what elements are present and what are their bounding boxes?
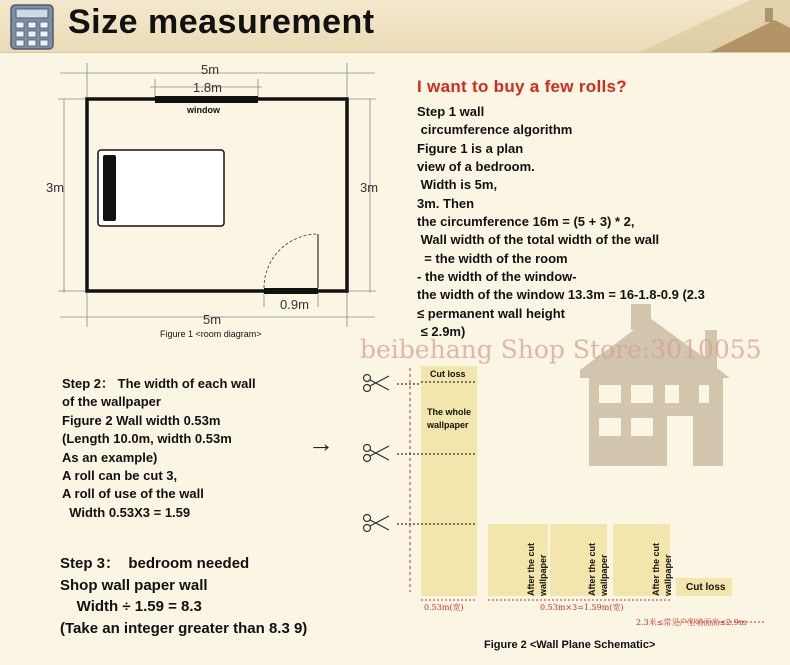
step3-line: Width ÷ 1.59 = 8.3 [60,598,202,615]
plan-bottom-width: 5m [203,312,222,327]
whole-wallpaper-label-1: The whole [427,407,472,417]
whole-roll [421,366,477,596]
step1-line: Width is 5m, [417,177,498,193]
calculator-icon [10,4,54,50]
total-width-label: 0.53m×3=1.59m(宽) [540,603,624,612]
scissors-icon [364,515,390,532]
step1-line: the circumference 16m = (5 + 3) * 2, [417,214,635,230]
step3-line: Shop wall paper wall [60,576,208,594]
room-plan-diagram [0,55,400,345]
cut-loss-right-label: Cut loss [686,582,726,593]
step2-line: As an example) [62,449,158,465]
step1-line: Step 1 wall [417,104,485,119]
roof-decoration [600,0,790,52]
step1-line: ≤ permanent wall height [417,305,565,321]
step2-line: Figure 2 Wall width 0.53m [62,412,221,428]
cut-piece [613,524,670,596]
step3-line: (Take an integer greater than 8.3 9) [60,619,308,637]
step2-line: A roll of use of the wall [62,486,204,502]
plan-top-width: 5m [201,62,220,77]
after-cut-label-1a: After the cut [526,542,536,596]
step1-line: view of a bedroom. [417,159,535,175]
step1-line: = the width of the room [417,250,568,266]
after-cut-label-3a: After the cut [651,542,661,596]
right-arrow-icon: → [308,428,334,458]
scissors-icon [364,445,390,462]
step2-line: of the wallpaper [62,394,161,410]
step1-line: - the width of the window- [417,269,577,285]
plan-window-label: window [187,105,220,115]
roll-width-label: 0.53m(宽) [424,603,464,612]
step1-line: ≤ 2.9m) [417,324,466,340]
figure1-caption: Figure 1 <room diagram> [160,329,262,339]
after-cut-label-2b: wallpaper [599,554,609,596]
scissors-icon [364,375,390,392]
step2-line: Step 2： The width of each wall [62,376,256,391]
page-title: Size measurement [68,3,375,41]
step1-text [417,103,787,341]
plan-left-height: 3m [46,180,65,195]
step1-line: circumference algorithm [417,122,573,138]
step1-line: Wall width of the total width of the wall [417,232,660,248]
step1-line: the width of the window 13.3m = 16-1.8-0.9 (2.3 [417,287,705,303]
plan-door-width: 0.9m [280,297,309,312]
after-cut-label-3b: wallpaper [663,554,673,596]
whole-wallpaper-label-2: wallpaper [427,420,469,430]
step2-text [62,375,256,522]
after-cut-label-1b: wallpaper [538,554,548,596]
step3-line: Step 3： bedroom needed [60,555,250,572]
wallpaper-schematic [355,360,790,660]
plan-window-width: 1.8m [193,80,222,95]
plan-right-height: 3m [360,180,379,195]
cut-loss-top-label: Cut loss [430,369,466,379]
step1-line: 3m. Then [417,195,475,211]
step2-line: Width 0.53X3 = 1.59 [62,504,191,520]
step1-line: Figure 1 is a plan [417,140,524,156]
step2-line: A roll can be cut 3, [62,468,178,484]
step3-text [60,553,307,639]
figure2-caption: Figure 2 <Wall Plane Schematic> [484,639,656,651]
store-watermark: beibehang Shop Store:3010055 [360,335,762,364]
step2-line: (Length 10.0m, width 0.53m [62,431,232,447]
after-cut-label-2a: After the cut [587,542,597,596]
question-heading: I want to buy a few rolls? [417,77,627,96]
height-range-note: 2.3米≤常见户型墙面高≤2.9m [636,618,747,627]
